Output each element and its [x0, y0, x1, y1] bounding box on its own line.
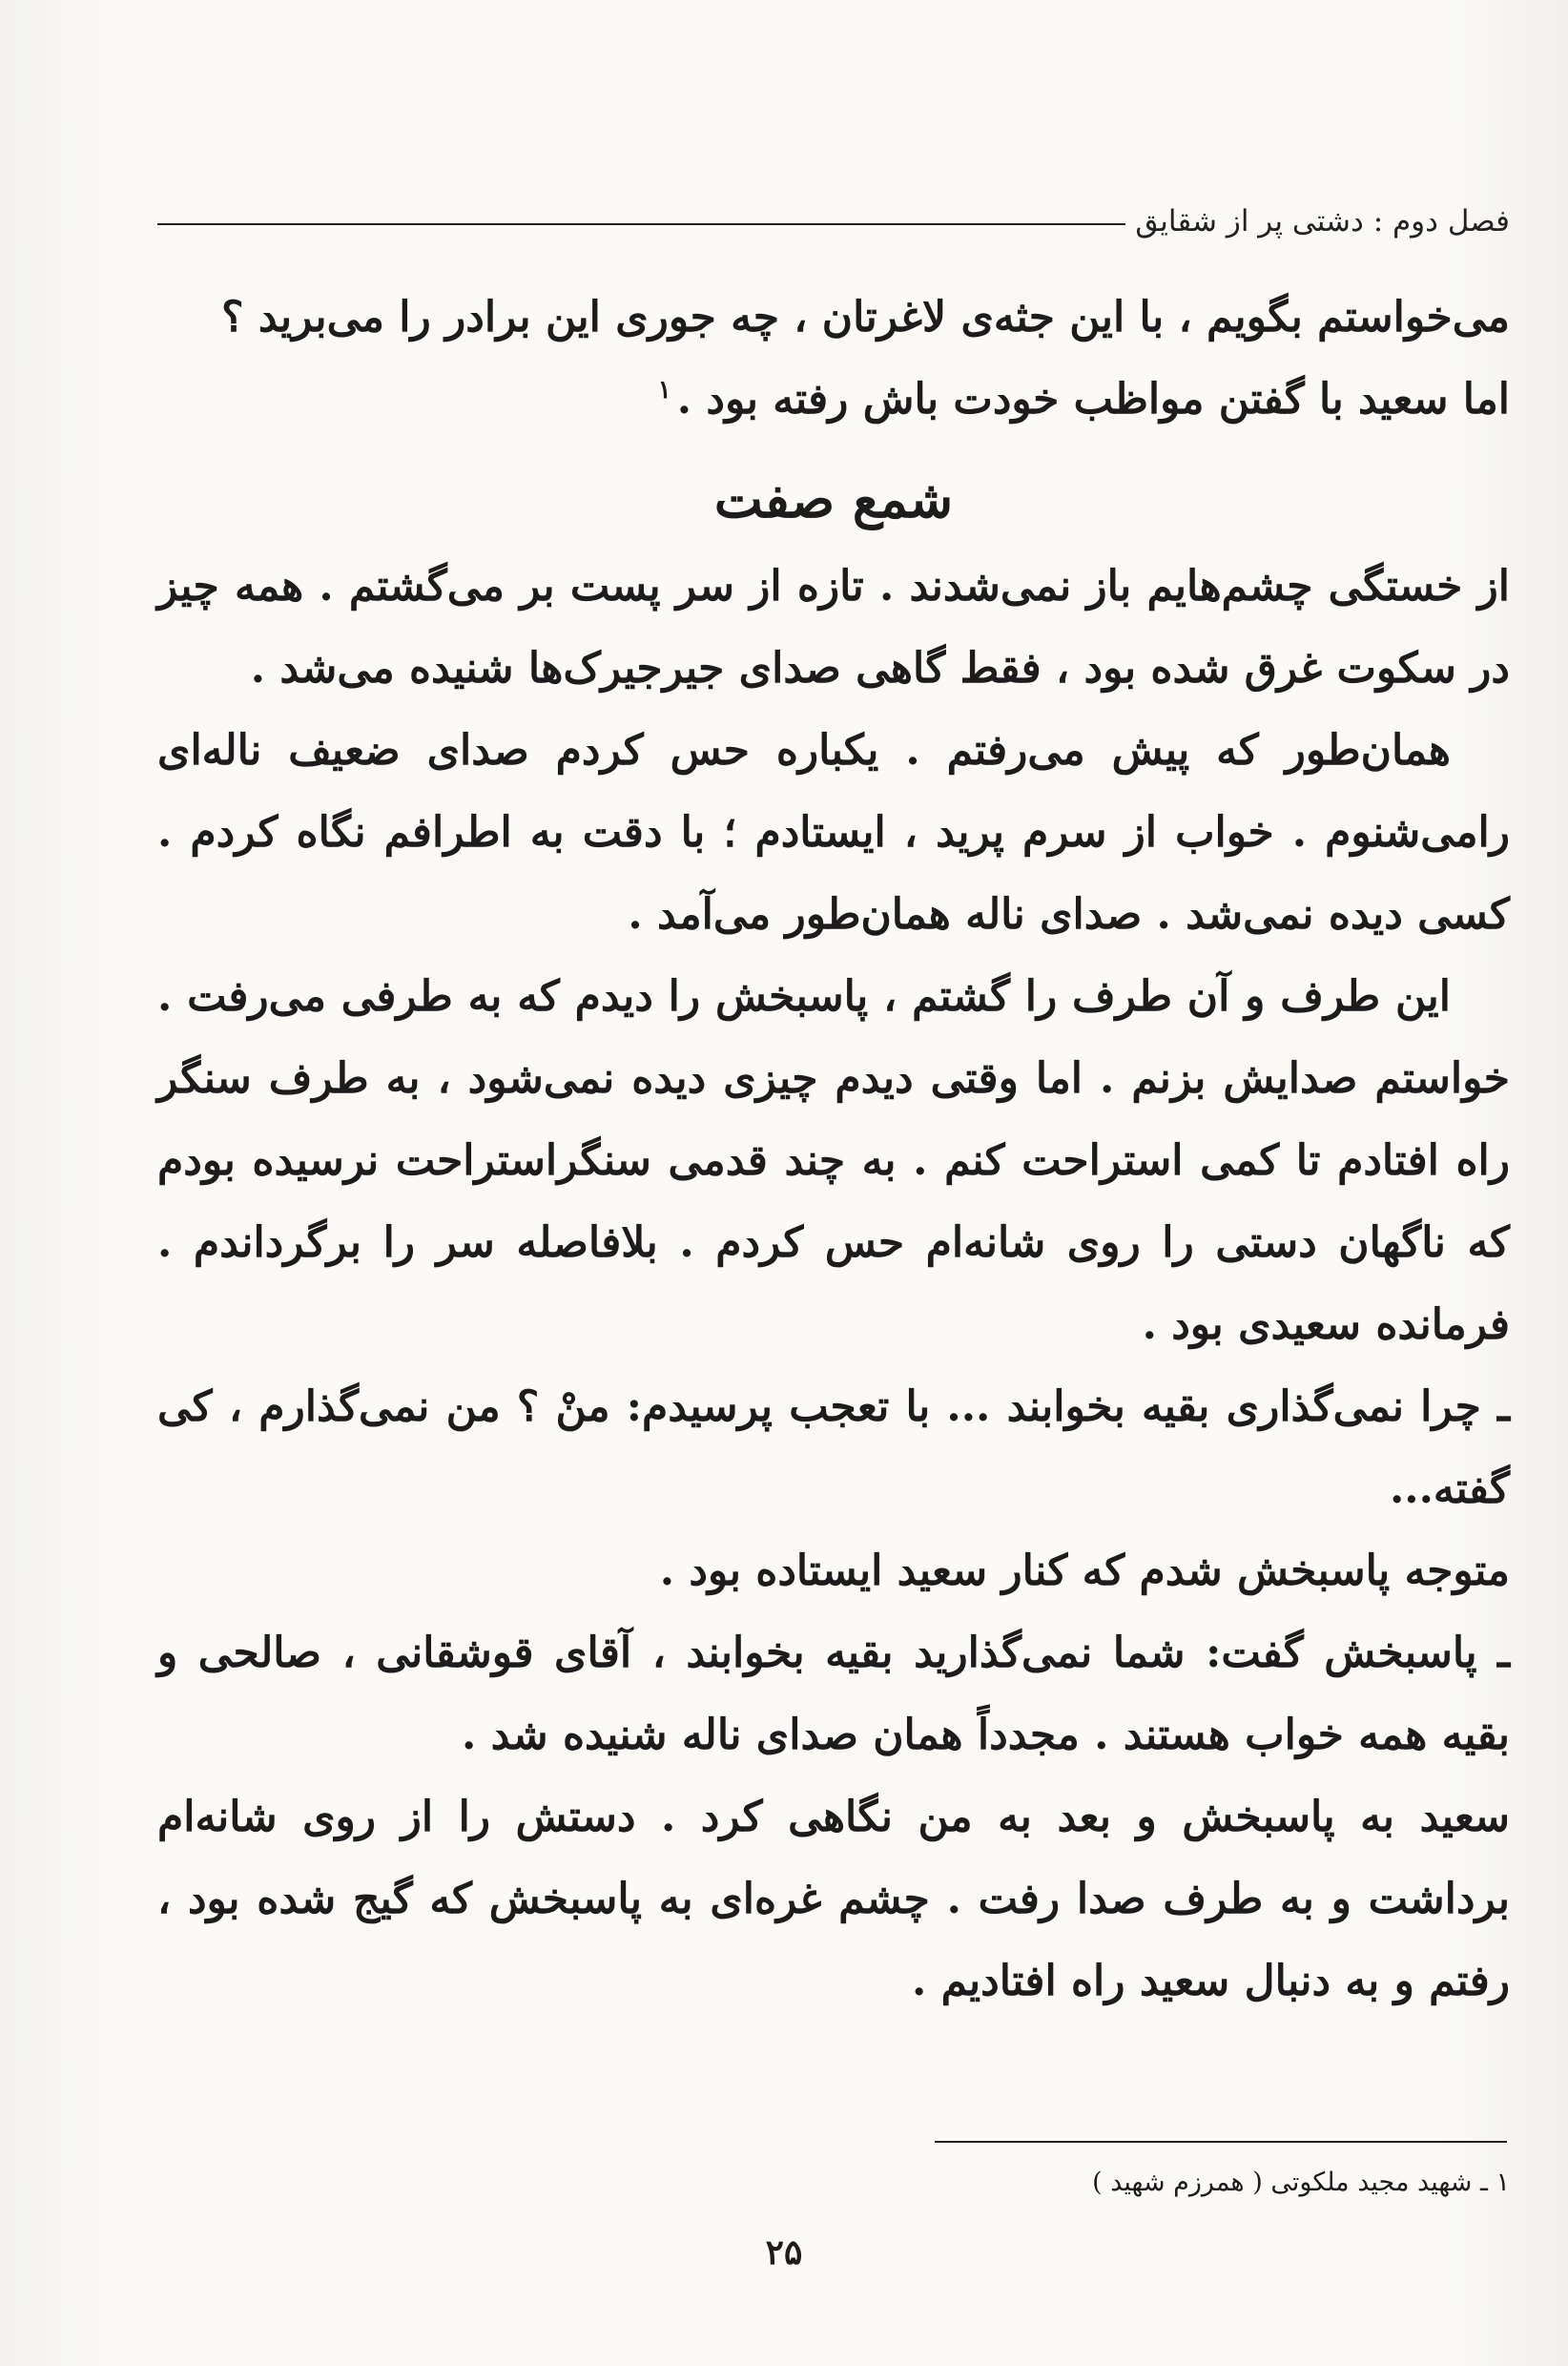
paragraph: این طرف و آن طرف را گشتم ، پاسبخش را دیدم که به طرفی می‌رفت . خواستم صدایش بزنم . اما وقتی دیدم چیزی دیده نمی‌شود ، به طرف سنگر راه افتادم تا کمی استراحت کنم . به چند قدمی سنگراستراحت نرسیده بودم که ناگهان دستی را روی شانه‌ام حس کردم . بلافاصله سر را برگرداندم . فرمانده سعیدی بود .: [157, 972, 1510, 1349]
paragraph: همان‌طور که پیش می‌رفتم . یکباره حس کردم صدای ضعیف ناله‌ای رامی‌شنوم . خواب از سرم پرید ، ایستادم ؛ با دقت به اطرافم نگاه کردم . کسی دیده نمی‌شد . صدای ناله همان‌طور می‌آمد .: [157, 726, 1510, 939]
intro-line-1: می‌خواستم بگویم ، با این جثه‌ی لاغرتان ، چه جوری این برادر را می‌برید ؟: [221, 293, 1510, 342]
dialogue-paragraph: ـ پاسبخش گفت: شما نمی‌گذارید بقیه بخوابند ، آقای قوشقانی ، صالحی و بقیه همه خواب هستند . مجدداً همان صدای ناله شنیده شد .: [157, 1629, 1510, 1759]
body-text: [157, 277, 1510, 2023]
paragraph: از خستگی چشم‌هایم باز نمی‌شدند . تازه از سر پست بر می‌گشتم . همه چیز در سکوت غرق شده بود ، فقط گاهی صدای جیرجیرک‌ها شنیده می‌شد .: [157, 562, 1510, 693]
running-header-rule: [157, 223, 1125, 225]
intro-line-2-text: اما سعید با گفتن مواظب خودت باش رفته بود .: [676, 375, 1510, 424]
intro-line-2: [157, 359, 1510, 441]
paragraph: سعید به پاسبخش و بعد به من نگاهی کرد . دستش را از روی شانه‌ام برداشت و به طرف صدا رفت . چشم غره‌ای به پاسبخش که گیج شده بود ، رفتم و به دنبال سعید راه افتادیم .: [157, 1793, 1510, 2005]
page-number: ۲۵: [765, 2232, 803, 2273]
dialogue-paragraph: ـ چرا نمی‌گذاری بقیه بخوابند ... با تعجب پرسیدم: منْ ؟ من نمی‌گذارم ، کی گفته...: [157, 1382, 1510, 1513]
footnote: ۱ ـ شهید مجید ملکوتی ( همرزم شهید ): [1092, 2168, 1510, 2197]
footnote-rule: [935, 2141, 1507, 2143]
section-title: شمع صفت: [713, 468, 954, 529]
paragraph: متوجه پاسبخش شدم که کنار سعید ایستاده بود .: [659, 1546, 1510, 1595]
footnote-reference: ۱: [657, 376, 671, 405]
running-header-title: فصل دوم : دشتی پر از شقایق: [1135, 204, 1510, 239]
running-header: [157, 198, 1510, 244]
